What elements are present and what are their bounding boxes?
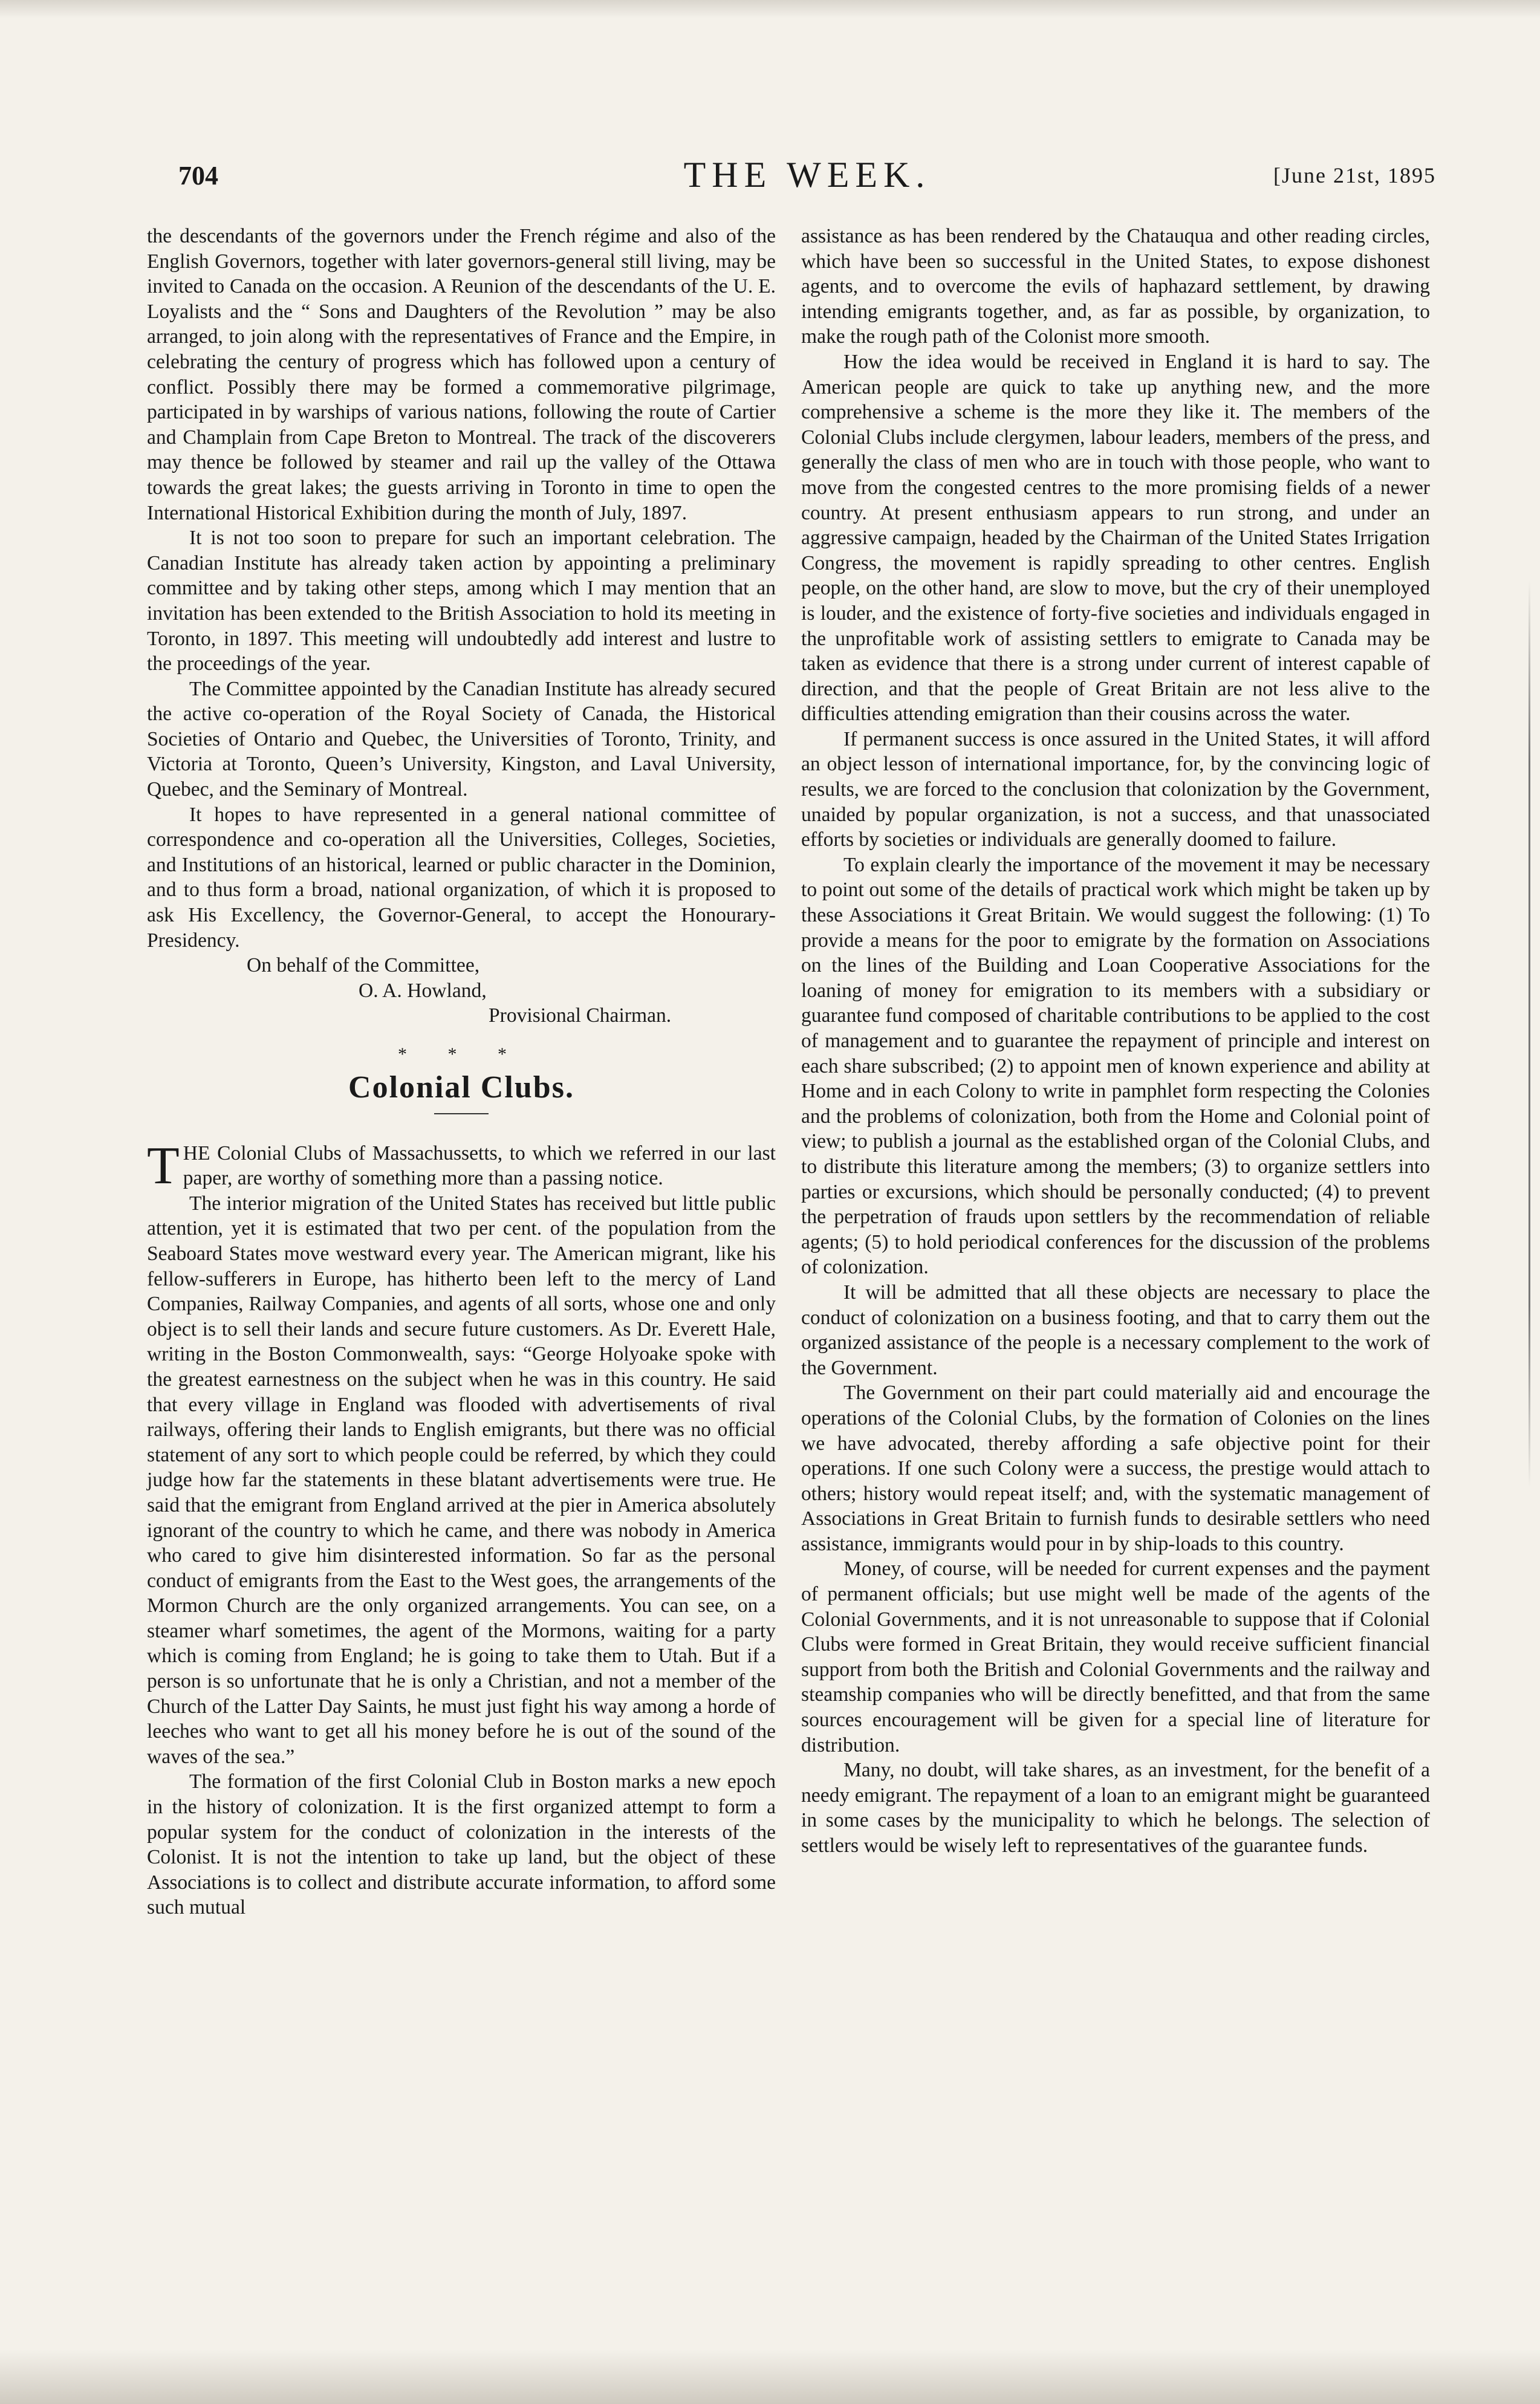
page-bottom-edge (0, 2350, 1540, 2404)
signoff-line: On behalf of the Committee, (247, 954, 480, 977)
article-paragraph (147, 1136, 776, 1195)
scan-edge-mark (1529, 580, 1530, 1487)
page-top-edge (0, 0, 1540, 18)
article-paragraph-text: HE Colonial Clubs of Massachussetts, to which we referred in our last paper, are worthy of something more than a passing notice. (183, 1142, 776, 1190)
article-paragraph: Many, no doubt, will take shares, as an investment, for the benefit of a needy emigrant. The repayment of a loan to an emigrant might be guaranteed in some cases by the municipality to which he belongs. The selection of settlers would be wisely left to representatives of the guarantee funds. (801, 1759, 1430, 1857)
article-paragraph: The interior migration of the United States has received but little public attention, yet it is estimated that two per cent. of the population from the Seaboard States move westward every year. The American migrant, like his fellow-sufferers in Europe, has hitherto been left to the mercy of Land Companies, Railway Companies, and agents of all sorts, whose one and only object is to sell their lands and secure future customers. As Dr. Everett Hale, writing in the Boston Commonwealth, says: “George Holyoake spoke with the greatest earnestness on the subject when he was in this country. He said that every village in England was flooded with advertisements of rival railways, offering their lands to English emigrants, but there was no official statement of any sort to which people could be referred, by which they could judge how far the statements in these blatant advertisements were true. He said that the emigrant from England arrived at the pier in America absolutely ignorant of the country to which he came, and there was nobody in America who cared to give him disinterested information. So far as the personal conduct of emigrants from the East to the West goes, the arrangements of the Mormon Church are the only organized arrangements. You can see, on a steamer wharf sometimes, the agent of the Mormons, waiting for a party which is coming from England; he is going to take them to Utah. But if a person is so unfortunate that he is only a Christian, and not a member of the Church of the Latter Day Saints, he must just fight his way among a horde of leeches who want to get all his money before he is out of the sound of the waves of the sea.” (147, 1192, 776, 1768)
article-paragraph: assistance as has been rendered by the Chatauqua and other reading circles, which have been so successful in the United States, to expose dishonest agents, and to overcome the evils of haphazard settlement, by drawing intending emigrants together, and, as far as possible, by organization, to make the rough path of the Colonist more smooth. (801, 225, 1430, 348)
left-column (147, 224, 776, 1920)
masthead-title: THE WEEK. (683, 155, 931, 195)
issue-date: [June 21st, 1895 (1273, 163, 1436, 187)
signoff-title: Provisional Chairman. (489, 1004, 672, 1027)
article-paragraph: the descendants of the governors under the French régime and also of the English Governors, together with later governors-general still living, may be invited to Canada on the occasion. A Reunion of the descendants of the U. E. Loyalists and the “ Sons and Daughters of the Revolution ” may be also arranged, to join along with the representatives of France and the Empire, in celebrating the century of progress which has followed upon a century of conflict. Possibly there may be formed a commemorative pilgrimage, participated in by warships of various nations, following the route of Cartier and Champlain from Cape Breton to Montreal. The track of the discoverers may thence be followed by steamer and rail up the valley of the Ottawa towards the great lakes; the guests arriving in Toronto in time to open the International Historical Exhibition during the month of July, 1897. (147, 225, 776, 524)
signoff-block (147, 953, 776, 1028)
article-paragraph: It is not too soon to prepare for such an important celebration. The Canadian Institute has already taken action by appointing a preliminary committee and by taking other steps, among which I may mention that an invitation has been extended to the British Association to hold its meeting in Toronto, in 1897. This meeting will undoubtedly add interest and lustre to the proceedings of the year. (147, 527, 776, 675)
section-title: Colonial Clubs. (348, 1070, 574, 1105)
article-paragraph: It will be admitted that all these objects are necessary to place the conduct of colonization on a business footing, and that to carry them out the organized assistance of the people is a necessary complement to the work of the Government. (801, 1281, 1430, 1379)
right-column (801, 224, 1430, 1859)
article-paragraph: The formation of the first Colonial Club in Boston marks a new epoch in the history of colonization. It is the first organized attempt to form a popular system for the conduct of colonization in the interests of the Colonist. It is not the intention to take up land, but the object of these Associations is to collect and distribute accurate information, to afford some such mutual (147, 1770, 776, 1919)
article-paragraph: Money, of course, will be needed for current expenses and the payment of permanent officials; but use might well be made of the agents of the Colonial Governments, and it is not unreasonable to suppose that if Colonial Clubs were formed in Great Britain, they would receive sufficient financial support from both the British and Colonial Governments and the railway and steamship companies who will be directly benefitted, and that from the same sources encouragement will be given for a special line of literature for distribution. (801, 1558, 1430, 1756)
section-ornament: * * * (398, 1044, 525, 1064)
article-paragraph: The Committee appointed by the Canadian Institute has already secured the active co-operation of the Royal Society of Canada, the Historical Societies of Ontario and Quebec, the Universities of Toronto, Trinity, and Victoria at Toronto, Queen’s University, Kingston, and Laval University, Quebec, and the Seminary of Montreal. (147, 677, 776, 801)
article-paragraph: How the idea would be received in England it is hard to say. The American people are quick to take up anything new, and the more comprehensive a scheme is the more they like it. The members of the Colonial Clubs include clergymen, labour leaders, members of the press, and generally the class of men who are in touch with those people, who want to move from the congested centres to the more promising fields of a newer country. At present enthusiasm appears to run strong, and under an aggressive campaign, headed by the Chairman of the United States Irrigation Congress, the movement is rapidly spreading to other centres. English people, on the other hand, are slow to move, but the cry of their unemployed is louder, and the existence of forty-five societies and individuals engaged in the unprofitable work of assisting settlers to emigrate to Canada may be taken as evidence that there is a strong under current of interest capable of direction, and that the people of Great Britain are not less alive to the difficulties attending emigration than their cousins across the water. (801, 350, 1430, 726)
article-paragraph: The Government on their part could materially aid and encourage the operations of the Colonial Clubs, by the formation of Colonies on the lines we have advocated, thereby affording a safe objective point for their operations. If one such Colony were a success, the prestige would attach to others; history would repeat itself; and, with the systematic management of Associations in Great Britain to furnish funds to desirable settlers who need assistance, immigrants would pour in by ship-loads to this country. (801, 1382, 1430, 1555)
page-number: 704 (178, 161, 218, 190)
section-rule (434, 1113, 489, 1114)
signoff-name: O. A. Howland, (359, 979, 487, 1002)
article-paragraph: To explain clearly the importance of the movement it may be necessary to point out some of the details of practical work which might be taken up by these Associations it Great Britain. We would suggest the following: (1) To provide a means for the poor to emigrate by the formation on Associations on the lines of the Building and Loan Cooperative Associations for the loaning of money for emigration to its members with a subsidiary or guarantee fund composed of charitable contributions to be applied to the cost of management and to guarantee the repayment of principle and interest on each share subscribed; (2) to appoint men of known experience and ability at Home and in each Colony to write in pamphlet form respecting the Colonies and the problems of colonization, both from the Home and Colonial point of view; to publish a journal as the established organ of the Colonial Clubs, and to distribute this literature among the members; (3) to organize settlers into parties or excursions, which should be personally conducted; (4) to prevent the perpetration of frauds upon settlers by the recommendation of reliable agents; (5) to hold periodical conferences for the discussion of the problems of colonization. (801, 853, 1430, 1279)
page-header (178, 154, 1436, 209)
drop-cap: T (147, 1136, 180, 1195)
article-paragraph: It hopes to have represented in a general national committee of correspondence and co-operation all the Universities, Colleges, Societies, and Institutions of an historical, learned or public character in the Dominion, and to thus form a broad, national organization, of which it is proposed to ask His Excellency, the Governor-General, to accept the Honourary-Presidency. (147, 803, 776, 952)
article-paragraph: If permanent success is once assured in the United States, it will afford an object lesson of international importance, for, by the convincing logic of results, we are forced to the conclusion that colonization by the Government, unaided by popular organization, is not a success, and that unassociated efforts by societies or individuals are generally doomed to failure. (801, 727, 1430, 851)
